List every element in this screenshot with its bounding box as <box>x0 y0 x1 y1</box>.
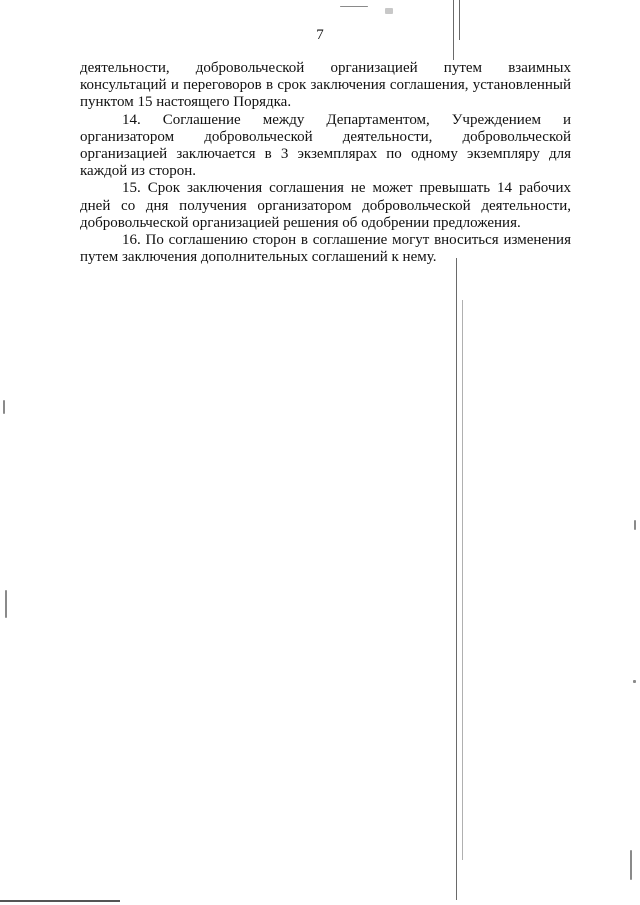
scan-artifact-bottom-line <box>0 900 120 902</box>
page-number: 7 <box>316 27 324 43</box>
scan-artifact-top-smudge <box>340 6 368 7</box>
scan-artifact-edge-mark <box>634 520 636 530</box>
scan-artifact-vertical-line <box>462 300 463 860</box>
scan-artifact-edge-mark <box>633 680 636 683</box>
paragraph-15: 15. Срок заключения соглашения не может превышать 14 рабочих дней со дня получения организатором добровольческой деятельности, добровольческой организацией решения об одобрении предложения. <box>80 180 571 231</box>
scan-artifact-edge-mark <box>5 590 7 618</box>
paragraph-14: 14. Соглашение между Департаментом, Учреждением и организатором добровольческой деятельности, добровольческой организацией заключается в 3 экземплярах по одному экземпляру для каждой из сторон. <box>80 111 571 180</box>
scan-artifact-edge-mark <box>630 850 632 880</box>
paragraph-continuation: деятельности, добровольческой организацией путем взаимных консультаций и переговоров в срок заключения соглашения, установленный пунктом 15 настоящего Порядка. <box>80 60 571 111</box>
scan-artifact-vertical-line <box>456 258 457 900</box>
scan-artifact-vertical-line <box>459 0 460 40</box>
document-body <box>80 60 571 266</box>
paragraph-16: 16. По соглашению сторон в соглашение могут вноситься изменения путем заключения дополнительных соглашений к нему. <box>80 232 571 266</box>
scan-artifact-vertical-line <box>453 0 454 60</box>
scan-artifact-edge-mark <box>3 400 5 414</box>
scan-artifact-top-smudge <box>385 8 393 14</box>
